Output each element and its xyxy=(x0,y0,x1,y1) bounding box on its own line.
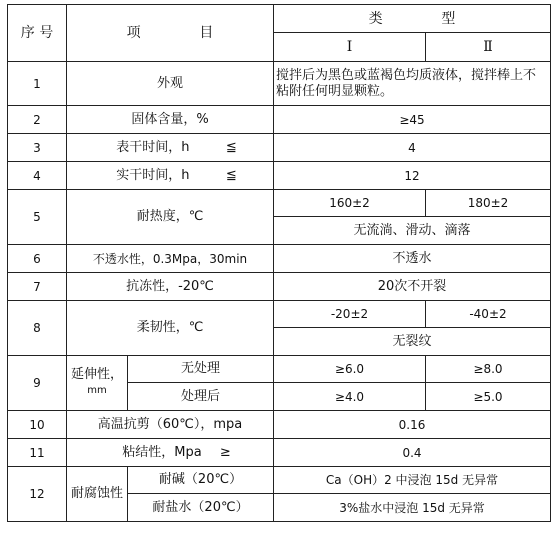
table-row xyxy=(8,134,551,162)
header-type-1: Ⅰ xyxy=(274,33,426,62)
row-value: Ca（OH）2 中浸泡 15d 无异常 xyxy=(274,467,551,494)
row-item: 耐腐蚀性 xyxy=(67,467,128,522)
row-value-type1: 160±2 xyxy=(274,190,426,217)
row-item-label: 延伸性， xyxy=(70,367,123,382)
table-row xyxy=(8,245,551,273)
row-number: 7 xyxy=(8,273,67,301)
header-type xyxy=(274,5,551,33)
table-row xyxy=(8,301,551,328)
row-item-comparator: ≥ xyxy=(219,444,231,460)
table-row xyxy=(8,162,551,190)
row-value: 20次不开裂 xyxy=(274,273,551,301)
header-type-b: 型 xyxy=(441,10,456,27)
header-type-2: Ⅱ xyxy=(426,33,551,62)
header-type-a: 类 xyxy=(368,10,383,27)
row-number: 4 xyxy=(8,162,67,190)
row-subitem: 处理后 xyxy=(128,383,274,411)
header-item xyxy=(67,5,274,62)
row-item: 抗冻性，-20℃ xyxy=(67,273,274,301)
row-value: 0.4 xyxy=(274,439,551,467)
row-item-unit: mm xyxy=(87,385,107,396)
row-number: 8 xyxy=(8,301,67,356)
row-value: ≥45 xyxy=(274,106,551,134)
row-number: 10 xyxy=(8,411,67,439)
row-item-label: 表干时间，h xyxy=(116,139,190,155)
row-number: 1 xyxy=(8,62,67,106)
row-value-type1: ≥6.0 xyxy=(274,356,426,383)
table-row xyxy=(8,62,551,106)
table-row xyxy=(8,106,551,134)
row-item xyxy=(67,356,128,411)
row-item: 不透水性，0.3Mpa，30min xyxy=(67,245,274,273)
row-item: 耐热度，℃ xyxy=(67,190,274,245)
header-row xyxy=(8,5,551,33)
row-value-type2: ≥5.0 xyxy=(426,383,551,411)
row-item xyxy=(67,134,274,162)
row-item xyxy=(67,439,274,467)
header-item-b: 目 xyxy=(199,25,214,41)
table-row xyxy=(8,356,551,383)
spec-table xyxy=(7,4,551,522)
row-value: 0.16 xyxy=(274,411,551,439)
row-value-type1: ≥4.0 xyxy=(274,383,426,411)
row-subitem: 耐盐水（20℃） xyxy=(128,494,274,522)
row-value: 12 xyxy=(274,162,551,190)
row-value: 3%盐水中浸泡 15d 无异常 xyxy=(274,494,551,522)
row-number: 11 xyxy=(8,439,67,467)
row-item xyxy=(67,162,274,190)
row-note: 无流淌、滑动、滴落 xyxy=(274,217,551,245)
row-item-label: 实干时间，h xyxy=(116,167,190,183)
row-value: 4 xyxy=(274,134,551,162)
row-subitem: 耐碱（20℃） xyxy=(128,467,274,494)
row-number: 12 xyxy=(8,467,67,522)
row-number: 5 xyxy=(8,190,67,245)
row-number: 6 xyxy=(8,245,67,273)
row-number: 3 xyxy=(8,134,67,162)
table-row xyxy=(8,190,551,217)
table-row xyxy=(8,467,551,494)
table-row xyxy=(8,411,551,439)
row-subitem: 无处理 xyxy=(128,356,274,383)
table-row xyxy=(8,273,551,301)
row-item-comparator: ≦ xyxy=(225,167,237,183)
spec-table-wrapper xyxy=(7,4,551,522)
row-value-type2: 180±2 xyxy=(426,190,551,217)
row-item-label: 粘结性，Mpa xyxy=(122,444,202,460)
row-value-type2: -40±2 xyxy=(426,301,551,328)
row-value-type1: -20±2 xyxy=(274,301,426,328)
row-number: 9 xyxy=(8,356,67,411)
row-item: 高温抗剪（60℃），mpa xyxy=(67,411,274,439)
row-item: 柔韧性，℃ xyxy=(67,301,274,356)
row-item: 固体含量，% xyxy=(67,106,274,134)
row-number: 2 xyxy=(8,106,67,134)
header-seq: 序 号 xyxy=(8,5,67,62)
row-item: 外观 xyxy=(67,62,274,106)
header-item-a: 项 xyxy=(126,25,141,41)
row-note: 无裂纹 xyxy=(274,328,551,356)
row-value: 搅拌后为黑色或蓝褐色均质液体，搅拌棒上不粘附任何明显颗粒。 xyxy=(274,62,551,106)
row-value: 不透水 xyxy=(274,245,551,273)
row-item-comparator: ≦ xyxy=(225,139,237,155)
row-value-type2: ≥8.0 xyxy=(426,356,551,383)
table-row xyxy=(8,439,551,467)
